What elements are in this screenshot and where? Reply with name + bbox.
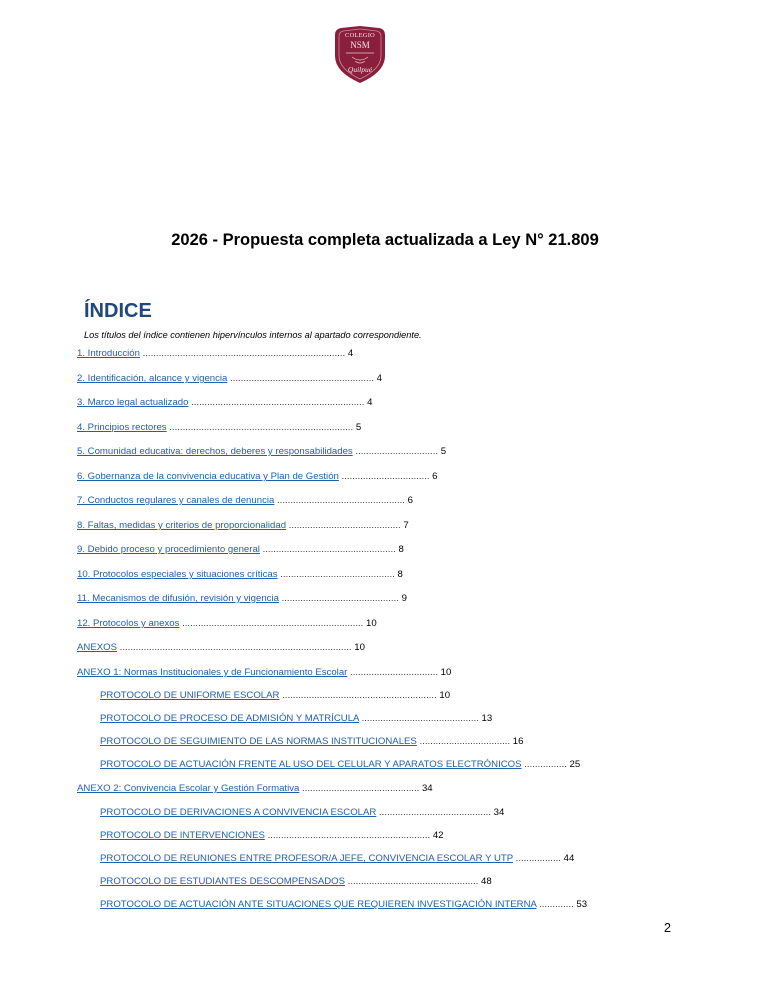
toc-dots: ............................................	[278, 593, 402, 604]
toc-page-number: 5	[440, 446, 447, 457]
toc-page-number: 53	[576, 899, 588, 910]
toc-entry[interactable]	[77, 642, 365, 654]
toc-page-number: 10	[366, 618, 377, 629]
document-title: 2026 - Propuesta completa actualizada a Ley N° 21.809	[171, 231, 599, 249]
toc-link[interactable]: 3. Marco legal actualizado	[77, 397, 189, 408]
toc-entry[interactable]	[100, 830, 444, 842]
toc-entry[interactable]	[77, 520, 409, 532]
toc-entry[interactable]	[100, 853, 574, 865]
toc-link[interactable]: PROTOCOLO DE INTERVENCIONES	[100, 830, 265, 841]
toc-dots: ..........................................	[376, 807, 494, 818]
toc-dots: ................................................	[274, 495, 408, 506]
toc-dots: .....................................................................	[166, 422, 356, 433]
toc-link[interactable]: 8. Faltas, medidas y criterios de proporcionalidad	[77, 520, 287, 531]
toc-link[interactable]: 5. Comunidad educativa: derechos, deberes y responsabilidades	[77, 446, 353, 457]
toc-dots: .................................	[347, 667, 441, 678]
toc-page-number: 5	[355, 422, 362, 433]
toc-page-number: 48	[481, 876, 492, 887]
index-heading: ÍNDICE	[84, 300, 152, 322]
toc-dots: .................................	[338, 471, 433, 482]
toc-page-number: 6	[432, 471, 438, 482]
toc-entry[interactable]	[100, 759, 580, 771]
toc-link[interactable]: ANEXO 2: Convivencia Escolar y Gestión Formativa	[77, 783, 300, 794]
toc-link[interactable]: ANEXO 1: Normas Institucionales y de Funcionamiento Escolar	[77, 667, 348, 678]
toc-dots: .................	[512, 853, 564, 864]
toc-entry[interactable]	[77, 783, 433, 795]
toc-dots: ....................................................................	[179, 618, 366, 629]
toc-dots: ............................................................................	[139, 348, 348, 359]
toc-entry[interactable]	[77, 446, 446, 458]
toc-entry[interactable]	[100, 807, 504, 819]
toc-dots: ............................................	[358, 713, 482, 724]
toc-page-number: 13	[481, 713, 493, 724]
toc-entry[interactable]	[77, 569, 403, 581]
toc-link[interactable]: PROTOCOLO DE ACTUACIÓN FRENTE AL USO DEL CELULAR Y APARATOS ELECTRÓNICOS	[100, 759, 522, 770]
toc-dots: .......................................................................................	[117, 642, 355, 653]
toc-page-number: 42	[432, 830, 444, 841]
toc-link[interactable]: 9. Debido proceso y procedimiento general	[77, 544, 260, 555]
toc-link[interactable]: PROTOCOLO DE ESTUDIANTES DESCOMPENSADOS	[100, 876, 346, 887]
toc-link[interactable]: 2. Identificación, alcance y vigencia	[77, 373, 228, 384]
toc-entry[interactable]	[100, 690, 450, 702]
toc-page-number: 25	[569, 759, 581, 770]
index-note: Los títulos del índice contienen hipervínculos internos al apartado correspondiente.	[84, 330, 422, 340]
logo-text-line3: Quilpué	[347, 65, 373, 74]
toc-page-number: 16	[512, 736, 524, 747]
toc-link[interactable]: 12. Protocolos y anexos	[77, 618, 180, 629]
toc-link[interactable]: PROTOCOLO DE UNIFORME ESCOLAR	[100, 690, 280, 701]
toc-page-number: 44	[563, 853, 575, 864]
toc-dots: ..........................................	[286, 520, 404, 531]
toc-page-number: 8	[397, 569, 403, 580]
toc-dots: .................................................	[345, 876, 481, 887]
toc-page-number: 34	[421, 783, 433, 794]
toc-link[interactable]: 10. Protocolos especiales y situaciones críticas	[77, 569, 278, 580]
toc-dots: ...............................	[352, 446, 441, 457]
toc-entry[interactable]	[77, 373, 382, 385]
toc-link[interactable]: PROTOCOLO DE PROCESO DE ADMISIÓN Y MATRÍCULA	[100, 713, 359, 724]
toc-entry[interactable]	[100, 899, 587, 911]
toc-dots: ...........................................	[277, 569, 398, 580]
toc-link[interactable]: 11. Mecanismos de difusión, revisión y vigencia	[77, 593, 279, 604]
toc-dots: .............................................................	[264, 830, 433, 841]
toc-entry[interactable]	[100, 736, 523, 748]
toc-entry[interactable]	[77, 544, 404, 556]
toc-entry[interactable]	[77, 348, 353, 360]
toc-link[interactable]: 1. Introducción	[77, 348, 140, 359]
toc-page-number: 4	[367, 397, 373, 408]
toc-dots: .................................................................	[188, 397, 368, 408]
toc-dots: .............	[536, 899, 577, 910]
toc-link[interactable]: PROTOCOLO DE REUNIONES ENTRE PROFESOR/A JEFE, CONVIVENCIA ESCOLAR Y UTP	[100, 853, 513, 864]
toc-dots: ..................................................	[259, 544, 399, 555]
toc-page-number: 10	[439, 690, 451, 701]
toc-page-number: 34	[493, 807, 505, 818]
toc-link[interactable]: 6. Gobernanza de la convivencia educativa y Plan de Gestión	[77, 471, 339, 482]
toc-dots: ..........................................................	[279, 690, 440, 701]
toc-entry[interactable]	[77, 397, 372, 409]
toc-entry[interactable]	[77, 471, 438, 483]
toc-page-number: 4	[376, 373, 382, 384]
logo-text-line1: COLEGIO	[345, 32, 375, 39]
toc-link[interactable]: PROTOCOLO DE SEGUIMIENTO DE LAS NORMAS INSTITUCIONALES	[100, 736, 417, 747]
toc-dots: ................	[521, 759, 570, 770]
toc-page-number: 10	[354, 642, 365, 653]
toc-page-number: 8	[398, 544, 404, 555]
toc-entry[interactable]	[77, 618, 377, 630]
toc-entry[interactable]	[77, 667, 451, 679]
logo-text-line2: NSM	[350, 40, 370, 50]
toc-page-number: 4	[347, 348, 354, 359]
toc-link[interactable]: 7. Conductos regulares y canales de denuncia	[77, 495, 275, 506]
toc-entry[interactable]	[100, 713, 492, 725]
toc-dots: ..................................	[416, 736, 513, 747]
page-number: 2	[664, 921, 671, 935]
toc-link[interactable]: PROTOCOLO DE DERIVACIONES A CONVIVENCIA ESCOLAR	[100, 807, 377, 818]
toc-page-number: 9	[401, 593, 407, 604]
toc-entry[interactable]	[77, 422, 361, 434]
toc-entry[interactable]	[77, 495, 413, 507]
toc-link[interactable]: ANEXOS	[77, 642, 117, 653]
toc-page-number: 7	[403, 520, 409, 531]
toc-page-number: 10	[440, 667, 452, 678]
toc-entry[interactable]	[100, 876, 492, 888]
toc-dots: ............................................	[299, 783, 422, 794]
school-logo	[332, 26, 388, 84]
toc-dots: ......................................................	[227, 373, 377, 384]
toc-link[interactable]: 4. Principios rectores	[77, 422, 167, 433]
toc-entry[interactable]	[77, 593, 407, 605]
toc-page-number: 6	[407, 495, 413, 506]
toc-link[interactable]: PROTOCOLO DE ACTUACIÓN ANTE SITUACIONES QUE REQUIEREN INVESTIGACIÓN INTERNA	[100, 899, 537, 910]
